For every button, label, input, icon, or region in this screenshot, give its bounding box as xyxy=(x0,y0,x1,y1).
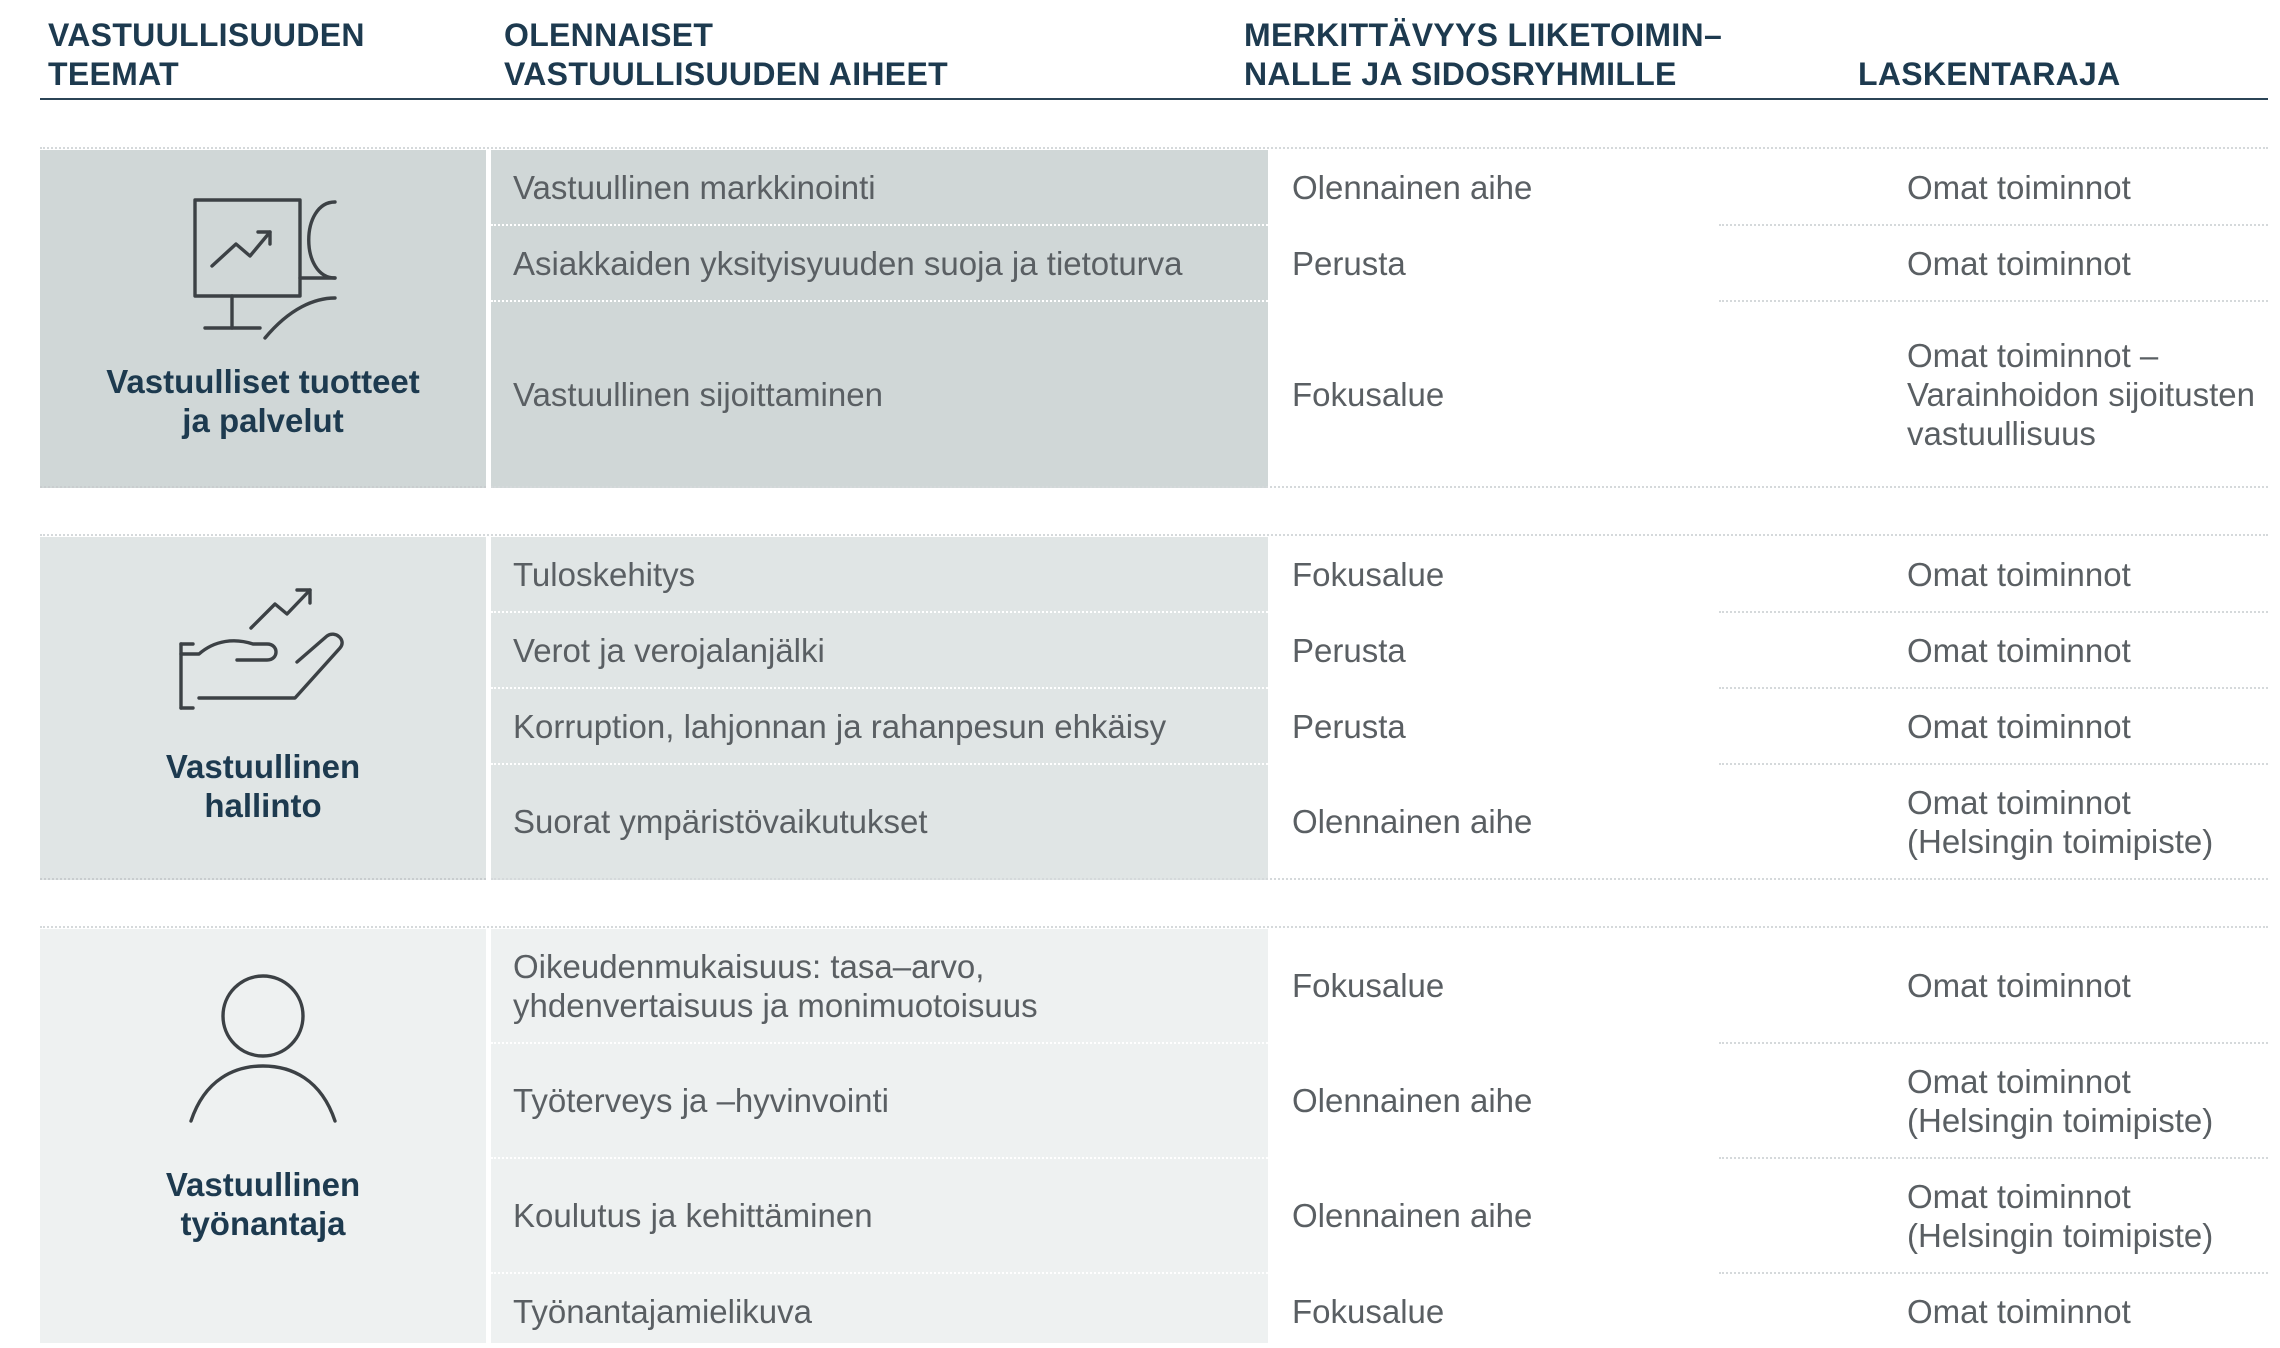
table-row xyxy=(491,1274,2268,1348)
scope-cell: Omat toiminnot xyxy=(1907,631,2131,669)
header-topics xyxy=(504,16,948,94)
header-divider xyxy=(40,98,2268,100)
section-divider xyxy=(40,926,2268,928)
significance-cell: Fokusalue xyxy=(1292,967,1445,1004)
significance-cell: Olennainen aihe xyxy=(1292,168,1533,206)
header-scope-line2: LASKENTARAJA xyxy=(1858,56,2121,92)
topic-cell: Työnantajamielikuva xyxy=(513,1292,812,1330)
topic-cell: Vastuullinen sijoittaminen xyxy=(513,375,883,413)
table-row xyxy=(491,1044,2268,1159)
table-row xyxy=(491,929,2268,1044)
significance-cell: Fokusalue xyxy=(1292,375,1445,413)
table-row xyxy=(491,613,2268,689)
header-scope xyxy=(1858,16,2121,94)
theme-section-employer xyxy=(40,929,2268,1343)
header-significance xyxy=(1244,16,1722,94)
section-divider xyxy=(40,534,2268,536)
table-row xyxy=(491,537,2268,613)
scope-cell: Omat toiminnot – Varainhoidon sijoitusten vastuullisuus xyxy=(1907,336,2255,452)
topic-cell: Verot ja verojalanjälki xyxy=(513,631,825,669)
scope-cell: Omat toiminnot (Helsingin toimipiste) xyxy=(1907,783,2214,860)
table-row xyxy=(491,765,2268,880)
scope-cell: Omat toiminnot xyxy=(1907,1292,2131,1330)
significance-cell: Fokusalue xyxy=(1292,555,1445,593)
topic-cell: Oikeudenmukaisuus: tasa–arvo, yhdenvertaisuus ja monimuotoisuus xyxy=(513,947,1038,1024)
person-icon xyxy=(185,971,345,1131)
theme-label: Vastuullinen hallinto xyxy=(165,748,361,824)
header-scope-line1 xyxy=(1858,16,2121,55)
significance-cell: Perusta xyxy=(1292,707,1406,745)
section-divider xyxy=(40,147,2268,149)
significance-cell: Fokusalue xyxy=(1292,1292,1445,1330)
theme-section-products xyxy=(40,150,2268,488)
table-row xyxy=(491,1159,2268,1274)
theme-label: Vastuulliset tuotteet ja palvelut xyxy=(106,363,420,439)
hand-growth-arrow-icon xyxy=(175,582,355,722)
topic-cell: Työterveys ja –hyvinvointi xyxy=(513,1082,890,1119)
significance-cell: Perusta xyxy=(1292,631,1406,669)
header-theme-line2: TEEMAT xyxy=(48,56,179,92)
topic-cell: Tuloskehitys xyxy=(513,555,696,593)
table-row xyxy=(491,226,2268,302)
scope-cell: Omat toiminnot xyxy=(1907,707,2131,745)
table-row xyxy=(491,689,2268,765)
theme-label: Vastuullinen työnantaja xyxy=(165,1166,361,1242)
theme-cell xyxy=(40,537,486,880)
topic-cell: Suorat ympäristövaikutukset xyxy=(513,803,928,840)
header-significance-line1: MERKITTÄVYYS LIIKETOIMIN– xyxy=(1244,17,1723,53)
significance-cell: Perusta xyxy=(1292,244,1406,282)
scope-cell: Omat toiminnot xyxy=(1907,244,2131,282)
topic-cell: Asiakkaiden yksityisyuuden suoja ja tietoturva xyxy=(513,244,1183,282)
significance-cell: Olennainen aihe xyxy=(1292,1197,1533,1234)
table-row xyxy=(491,150,2268,226)
significance-cell: Olennainen aihe xyxy=(1292,1082,1533,1119)
scope-cell: Omat toiminnot xyxy=(1907,967,2131,1004)
theme-cell xyxy=(40,929,486,1343)
header-significance-line2: NALLE JA SIDOSRYHMILLE xyxy=(1244,56,1677,92)
topic-cell: Vastuullinen markkinointi xyxy=(513,168,876,206)
presentation-chart-icon xyxy=(180,190,350,350)
table-row xyxy=(491,302,2268,488)
header-topics-line1: OLENNAISET xyxy=(504,17,714,53)
header-theme xyxy=(48,16,365,94)
header-theme-line1: VASTUULLISUUDEN xyxy=(48,17,365,53)
significance-cell: Olennainen aihe xyxy=(1292,803,1533,840)
topic-cell: Korruption, lahjonnan ja rahanpesun ehkäisy xyxy=(513,707,1167,745)
scope-cell: Omat toiminnot xyxy=(1907,168,2131,206)
scope-cell: Omat toiminnot (Helsingin toimipiste) xyxy=(1907,1062,2214,1139)
theme-section-governance xyxy=(40,537,2268,880)
topic-cell: Koulutus ja kehittäminen xyxy=(513,1197,873,1234)
scope-cell: Omat toiminnot xyxy=(1907,555,2131,593)
scope-cell: Omat toiminnot (Helsingin toimipiste) xyxy=(1907,1177,2214,1254)
header-topics-line2: VASTUULLISUUDEN AIHEET xyxy=(504,56,948,92)
theme-cell xyxy=(40,150,486,488)
